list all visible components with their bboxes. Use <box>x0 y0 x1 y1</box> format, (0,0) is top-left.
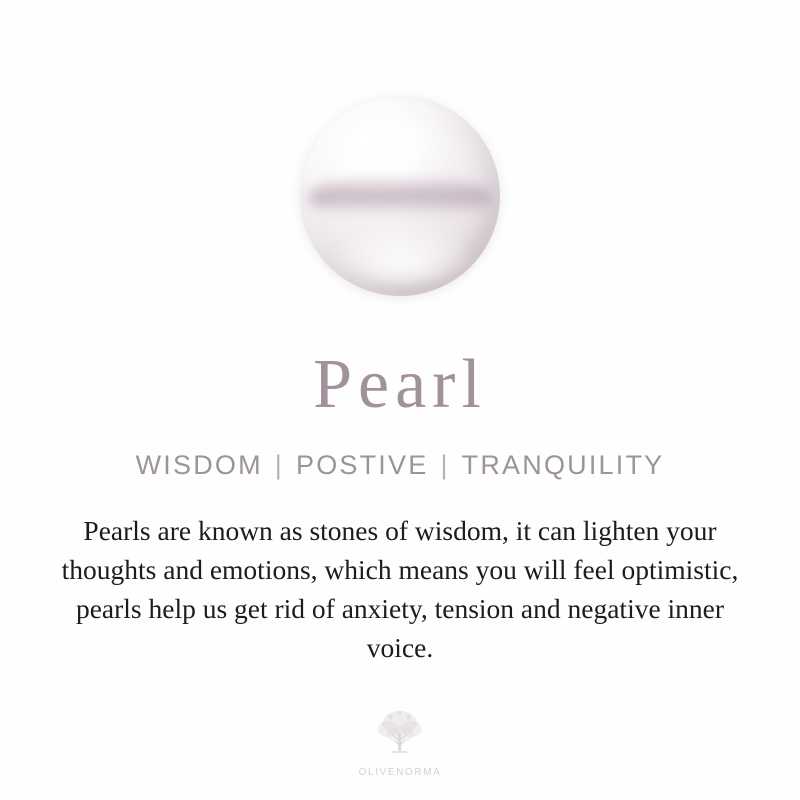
pearl-band <box>308 176 492 220</box>
pearl-sphere-icon <box>300 96 500 296</box>
brand-name: OLIVENORMA <box>358 767 442 778</box>
keyword-separator-2: | <box>440 450 450 480</box>
keyword-3: TRANQUILITY <box>461 450 665 480</box>
pearl-lowlight <box>332 224 472 284</box>
olive-tree-icon <box>369 707 431 765</box>
pearl-image <box>300 96 500 296</box>
keyword-separator-1: | <box>274 450 284 480</box>
keyword-1: WISDOM <box>135 450 263 480</box>
keyword-2: POSTIVE <box>296 450 429 480</box>
keyword-list <box>136 450 665 481</box>
brand-logo <box>359 707 442 778</box>
page-title: Pearl <box>313 346 487 423</box>
description-text: Pearls are known as stones of wisdom, it can lighten your thoughts and emotions, which means you will feel optimistic, pearls help us get rid of anxiety, tension and negative inner voice. <box>61 515 739 664</box>
